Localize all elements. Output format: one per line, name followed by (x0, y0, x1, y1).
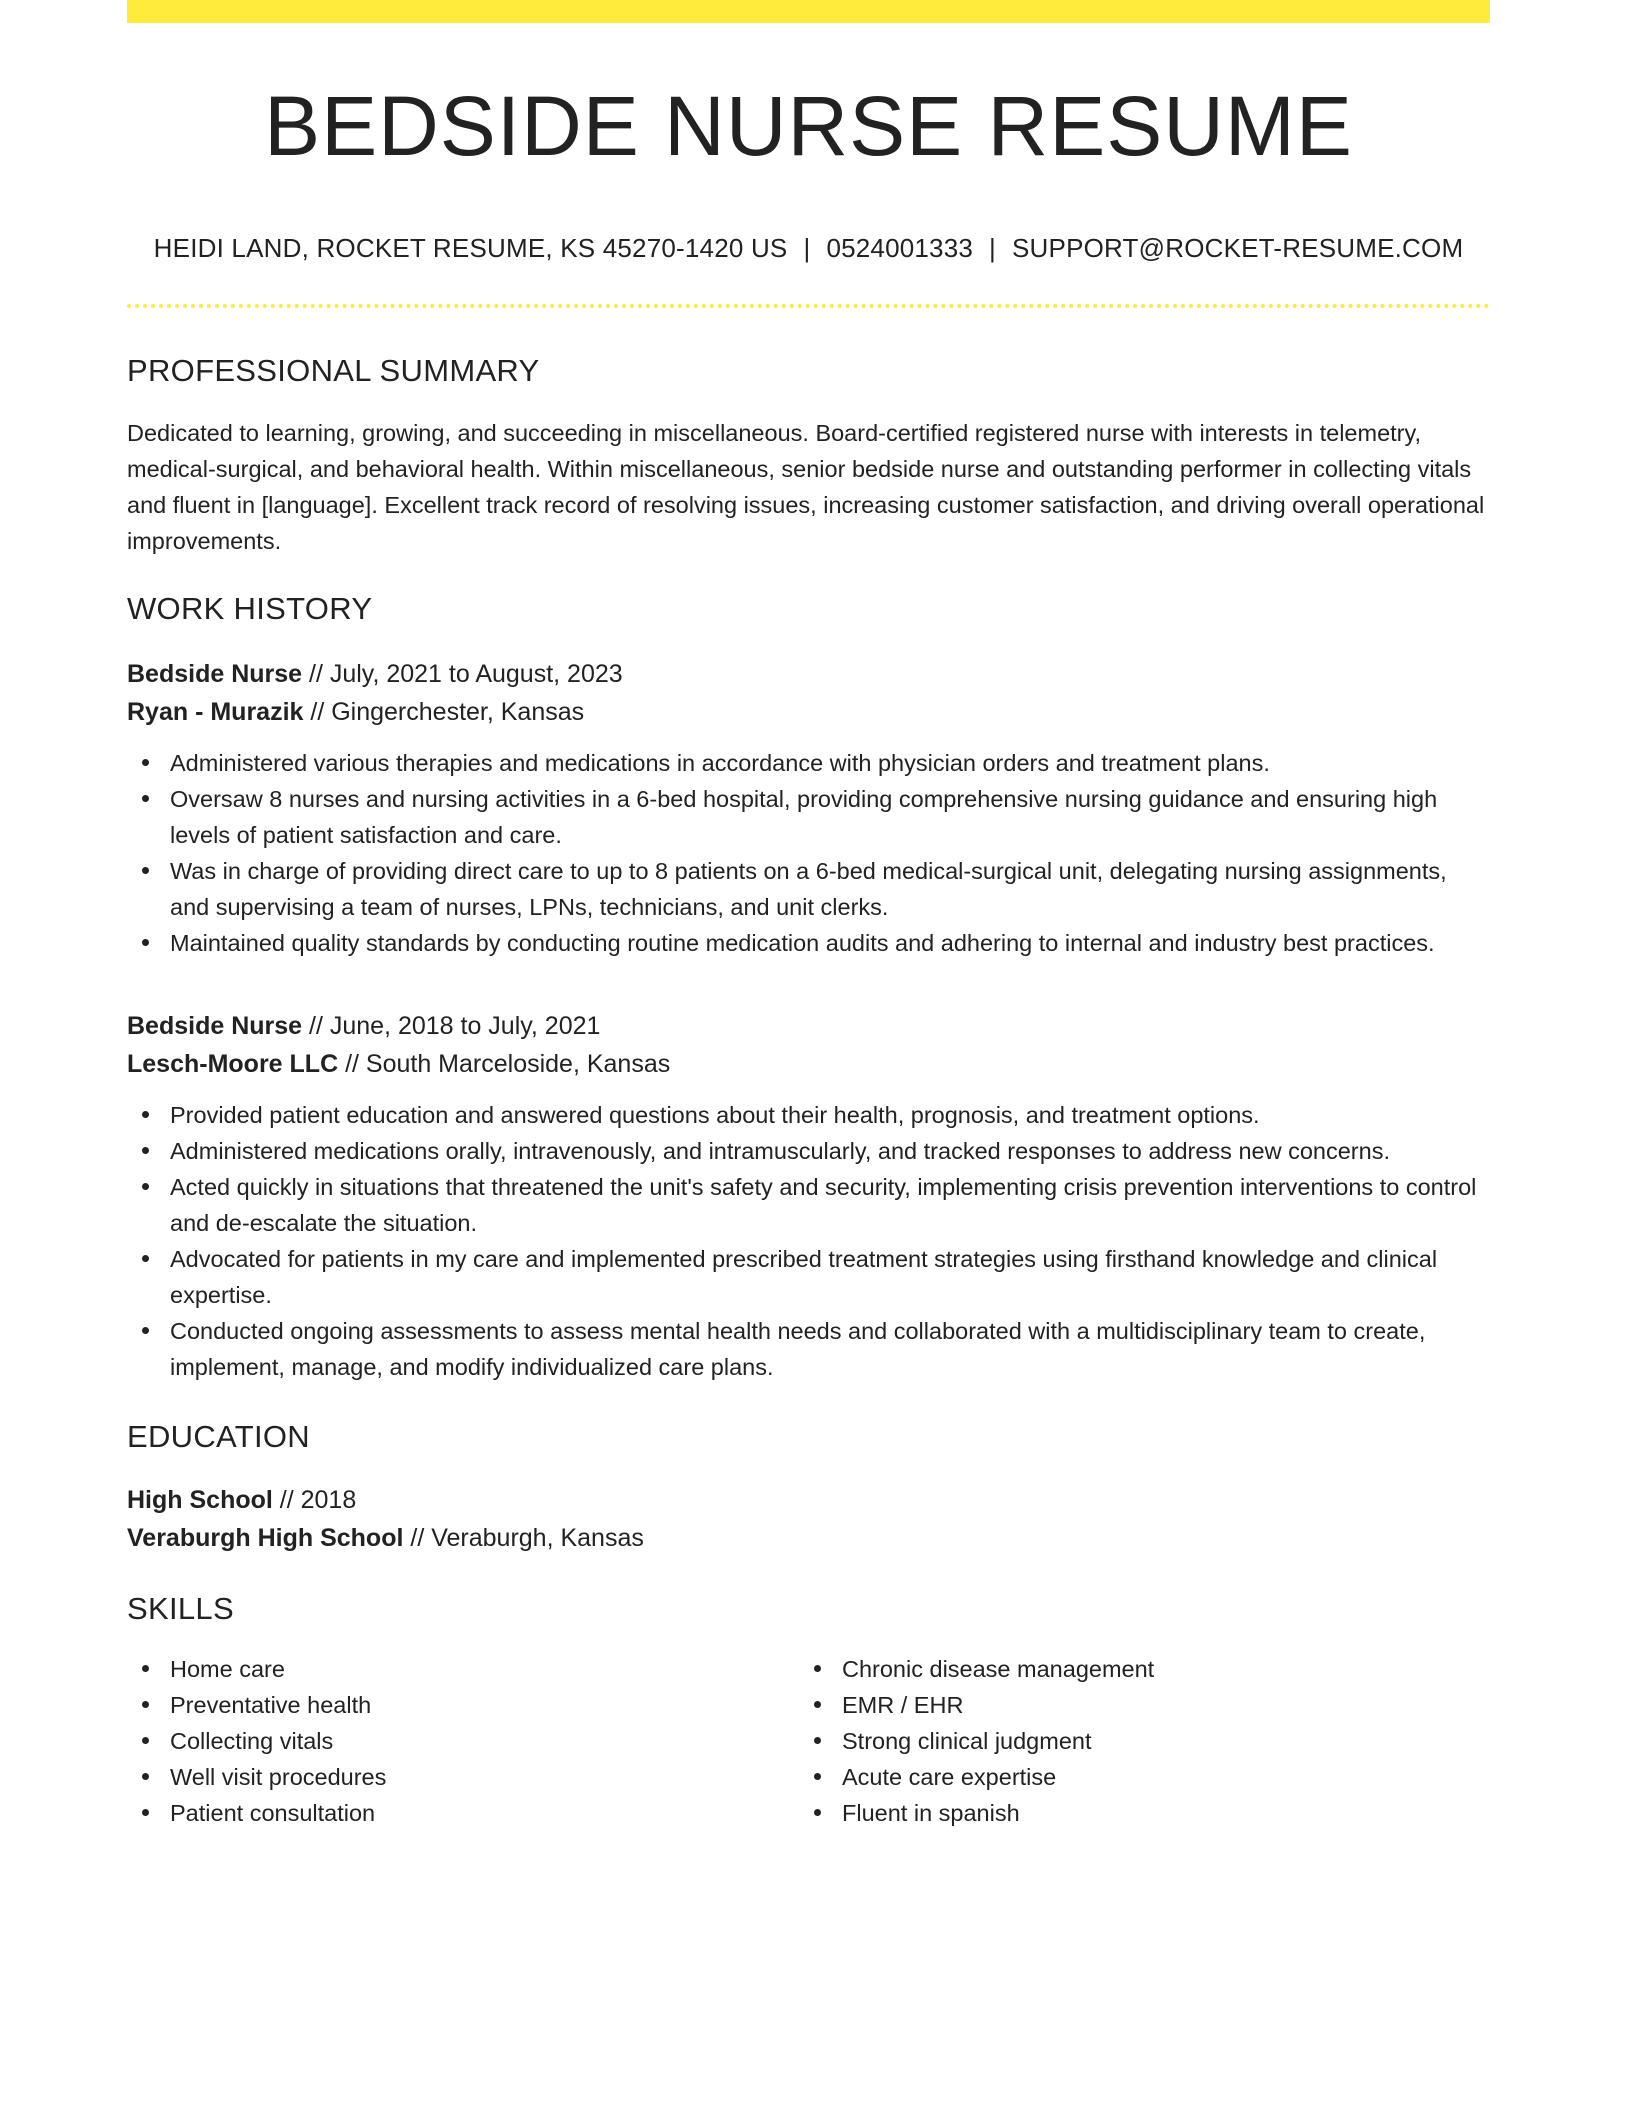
skills-columns (127, 1651, 1490, 1831)
contact-line (127, 233, 1490, 264)
job-location: // South Marceloside, Kansas (338, 1050, 671, 1078)
list-item: Home care (127, 1651, 799, 1687)
education-school: Veraburgh High School (127, 1524, 404, 1552)
list-item: Oversaw 8 nurses and nursing activities in a 6-bed hospital, providing comprehensive nursing guidance and ensuring high levels of patient satisfaction and care. (127, 781, 1490, 853)
list-item: Acted quickly in situations that threatened the unit's safety and security, implementing crisis prevention interventions to control and de-escalate the situation. (127, 1169, 1490, 1241)
job-employer-line (127, 1045, 1490, 1083)
contact-phone: 0524001333 (826, 233, 974, 263)
skills-heading: SKILLS (127, 1591, 234, 1626)
job-dates: // July, 2021 to August, 2023 (302, 660, 623, 688)
list-item: Fluent in spanish (799, 1795, 1471, 1831)
job-employer: Lesch-Moore LLC (127, 1050, 339, 1078)
list-item: Administered various therapies and medications in accordance with physician orders and treatment plans. (127, 745, 1490, 781)
job-employer: Ryan - Murazik (127, 698, 304, 726)
education-degree-line (127, 1481, 1490, 1519)
work-history-heading: WORK HISTORY (127, 591, 373, 626)
job-dates: // June, 2018 to July, 2021 (302, 1012, 601, 1040)
list-item: Advocated for patients in my care and implemented prescribed treatment strategies using firsthand knowledge and clinical expertise. (127, 1241, 1490, 1313)
resume-page (127, 0, 1490, 1831)
job-title-line (127, 655, 1490, 693)
accent-bar (127, 0, 1490, 23)
dotted-divider (127, 304, 1490, 308)
contact-separator: | (803, 233, 811, 263)
job-bullets (127, 745, 1490, 961)
list-item: Administered medications orally, intravenously, and intramuscularly, and tracked responses to address new concerns. (127, 1133, 1490, 1169)
contact-separator: | (989, 233, 997, 263)
resume-title: BEDSIDE NURSE RESUME (264, 79, 1353, 173)
list-item: Well visit procedures (127, 1759, 799, 1795)
list-item: Preventative health (127, 1687, 799, 1723)
list-item: Was in charge of providing direct care to up to 8 patients on a 6-bed medical-surgical unit, delegating nursing assignments, and supervising a team of nurses, LPNs, technicians, and unit clerks. (127, 853, 1490, 925)
job-employer-line (127, 693, 1490, 731)
list-item: Collecting vitals (127, 1723, 799, 1759)
education-degree: High School (127, 1486, 273, 1514)
education-entry (127, 1481, 1490, 1557)
education-year: // 2018 (272, 1486, 357, 1514)
list-item: Chronic disease management (799, 1651, 1471, 1687)
job-title-line (127, 1007, 1490, 1045)
contact-address: HEIDI LAND, ROCKET RESUME, KS 45270-1420 US (153, 233, 788, 263)
summary-heading: PROFESSIONAL SUMMARY (127, 353, 540, 388)
job-title: Bedside Nurse (127, 1012, 303, 1040)
job-entry (127, 1007, 1490, 1385)
education-location: // Veraburgh, Kansas (403, 1524, 644, 1552)
list-item: Provided patient education and answered questions about their health, prognosis, and treatment options. (127, 1097, 1490, 1133)
skills-left-column (127, 1651, 799, 1831)
education-heading: EDUCATION (127, 1419, 310, 1454)
summary-text: Dedicated to learning, growing, and succeeding in miscellaneous. Board-certified registered nurse with interests in telemetry, medical-surgical, and behavioral health. Within miscellaneous, senior bedside nurse and outstanding performer in collecting vitals and fluent in [language]. Excellent track record of resolving issues, increasing customer satisfaction, and driving overall operational improvements. (127, 420, 1485, 554)
list-item: Maintained quality standards by conducting routine medication audits and adhering to internal and industry best practices. (127, 925, 1490, 961)
skills-right-column (799, 1651, 1471, 1831)
contact-email[interactable]: SUPPORT@ROCKET-RESUME.COM (1012, 233, 1464, 263)
job-entry (127, 655, 1490, 961)
list-item: EMR / EHR (799, 1687, 1471, 1723)
job-bullets (127, 1097, 1490, 1385)
education-school-line (127, 1519, 1490, 1557)
list-item: Conducted ongoing assessments to assess mental health needs and collaborated with a multidisciplinary team to create, implement, manage, and modify individualized care plans. (127, 1313, 1490, 1385)
job-title: Bedside Nurse (127, 660, 303, 688)
list-item: Strong clinical judgment (799, 1723, 1471, 1759)
job-location: // Gingerchester, Kansas (303, 698, 585, 726)
list-item: Patient consultation (127, 1795, 799, 1831)
list-item: Acute care expertise (799, 1759, 1471, 1795)
